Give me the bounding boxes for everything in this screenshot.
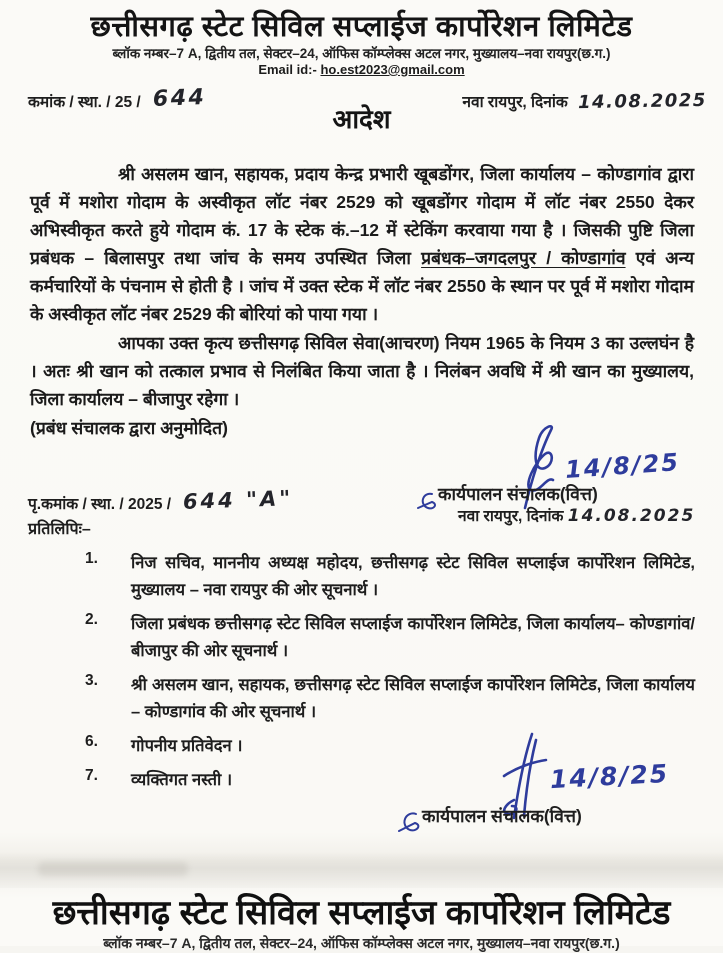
copy-item	[85, 550, 695, 604]
paragraph-1-text: श्री असलम खान, सहायक, प्रदाय केन्द्र प्रभारी खूबडोंगर, जिला कार्यालय – कोण्डागांव द्वारा पूर्व में मशोरा गोदाम के अस्वीकृत लॉट नंबर 2529 को खूबडोंगर गोदाम में लॉट नंबर 2550 देकर अभिस्वीकृत करते हुये गोदाम कं. 17 के स्टेक कं.–12 में स्टेकिंग करवाया गया है । जिसकी पुष्टि जिला प्रबंधक – बिलासपुर तथा जांच के समय उपस्थित जिला	[30, 164, 694, 268]
signatory-place-date	[458, 504, 695, 526]
endorsement-ref-handwritten: 644 "A"	[182, 486, 295, 514]
endorsement-ref-printed: पृ.कमांक / स्था. / 2025 /	[28, 496, 172, 513]
signature-block-bottom	[390, 730, 720, 840]
ref-number-handwritten: 644	[152, 85, 207, 112]
copies-heading: प्रतिलिपिः–	[28, 521, 91, 538]
endorsement-block	[28, 486, 295, 539]
dateline-handwritten: 14.08.2025	[577, 89, 708, 114]
place-date-handwritten: 14.08.2025	[567, 506, 696, 526]
footer-org-title: छत्तीसगढ़ स्टेट सिविल सप्लाईज कार्पोरेशन लिमिटेड	[52, 894, 671, 932]
footer-address: ब्लॉक नम्बर–7 A, द्वितीय तल, सेक्टर–24, ऑफिस कॉम्प्लेक्स अटल नगर, मुख्यालय–नवा रायपुर(छ.ग.)	[103, 935, 620, 951]
approval-note: (प्रबंध संचालक द्वारा अनुमोदित)	[30, 418, 228, 438]
signature-date-handwritten-top: 14/8/25	[564, 448, 681, 484]
org-address: ब्लॉक नम्बर–7 A, द्वितीय तल, सेक्टर–24, ऑफिस कॉम्प्लेक्स अटल नगर, मुख्यालय–नवा रायपुर(छ.ग.)	[112, 46, 611, 61]
signatory-designation-bottom: कार्यपालन संचालक(वित्त)	[422, 806, 582, 826]
email-address: ho.est2023@gmail.com	[320, 62, 465, 77]
order-paragraph-2: आपका उक्त कृत्य छत्तीसगढ़ सिविल सेवा(आचरण) नियम 1965 के नियम 3 का उल्लघंन है । अतः श्री खान को तत्काल प्रभाव से निलंबित किया जाता है । निलंबन अवधि में श्री खान का मुख्यालय, जिला कार्यालय – बीजापुर रहेगा ।	[30, 333, 694, 409]
copy-item-text: निज सचिव, माननीय अध्यक्ष महोदय, छत्तीसगढ़ स्टेट सिविल सप्लाईज कार्पोरेशन लिमिटेड, मुख्यालय – नवा रायपुर की ओर सूचनार्थ ।	[131, 554, 695, 599]
copy-item-number: 3.	[85, 672, 98, 689]
order-paragraph-1	[30, 160, 694, 328]
signatory-designation-top: कार्यपालन संचालक(वित्त)	[438, 484, 598, 504]
copy-item-number: 1.	[85, 550, 98, 567]
dateline-printed: नवा रायपुर, दिनांक	[462, 94, 568, 111]
copy-item	[85, 672, 695, 726]
signature-date-handwritten-bottom: 14/8/25	[549, 758, 670, 795]
ref-number-printed: कमांक / स्था. / 25 /	[28, 94, 141, 111]
signature-block-top	[400, 424, 720, 534]
email-label: Email id:-	[258, 62, 317, 77]
copy-item-number: 6.	[85, 733, 98, 750]
underlined-phrase: प्रबंधक–जगदलपुर / कोण्डागांव	[421, 248, 626, 268]
order-body	[30, 160, 694, 442]
signatory-initial-scribble-bottom	[396, 810, 424, 836]
copy-item-text: जिला प्रबंधक छत्तीसगढ़ स्टेट सिविल सप्लाईज कार्पोरेशन लिमिटेड, जिला कार्यालय– कोण्डागांव/बीजापुर की ओर सूचनार्थ ।	[131, 615, 695, 660]
copy-item-number: 7.	[85, 767, 98, 784]
email-line	[0, 62, 723, 77]
copy-item-text: व्यक्तिगत नस्ती ।	[131, 771, 233, 789]
place-date-printed: नवा रायपुर, दिनांक	[458, 508, 564, 525]
copy-item-text: श्री असलम खान, सहायक, छत्तीसगढ़ स्टेट सिविल सप्लाईज कार्पोरेशन लिमिटेड, जिला कार्यालय – कोण्डागांव की ओर सूचनार्थ ।	[131, 676, 695, 721]
signatory-initial-scribble-top	[414, 488, 440, 512]
copy-item-text: गोपनीय प्रतिवेदन ।	[131, 737, 243, 755]
copy-item	[85, 611, 695, 665]
scan-smudge	[38, 862, 188, 876]
endorsement-ref-line	[28, 486, 295, 514]
copy-item-number: 2.	[85, 611, 98, 628]
org-title: छत्तीसगढ़ स्टेट सिविल सप्लाईज कार्पोरेशन लिमिटेड	[90, 11, 633, 43]
order-heading: आदेश	[332, 104, 391, 134]
paragraph-1-continued: एवं अन्य कर्मचारियों के पंचनाम से होती है । जांच में उक्त स्टेक में लॉट नंबर 2550 के स्थान पर पूर्व में मशोरा गोदाम के अस्वीकृत लॉट नंबर 2529 की बोरियां को पाया गया ।	[30, 248, 694, 324]
